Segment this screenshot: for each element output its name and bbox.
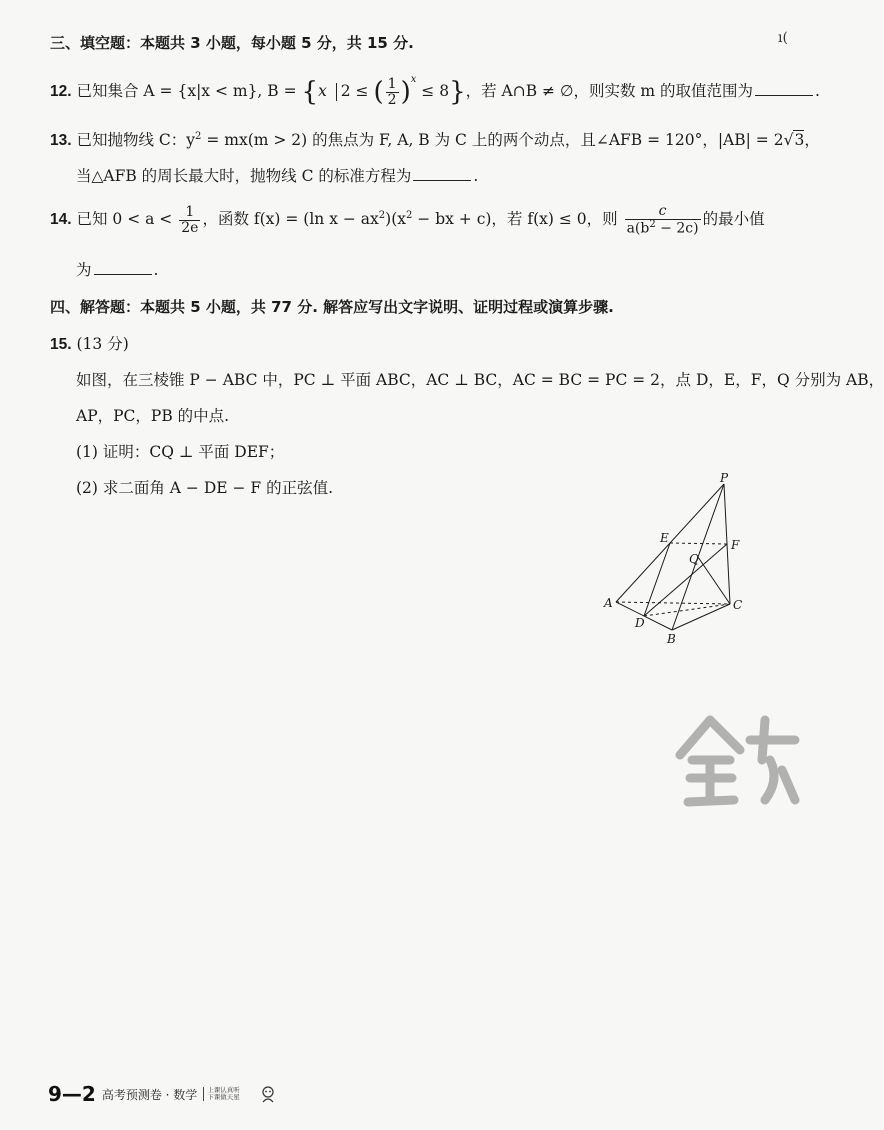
fraction-one-over-2e xyxy=(179,205,200,235)
edge-ef-hidden xyxy=(670,543,727,544)
label-q: Q xyxy=(689,552,699,566)
question-14-line-1 xyxy=(50,204,765,236)
q14-sup-1: 2 xyxy=(378,209,386,221)
q13-line2-end: . xyxy=(473,167,479,185)
q12-set-lead: x xyxy=(318,82,327,100)
question-number: 13. xyxy=(50,132,72,149)
q15-part-1: (1) 证明：CQ ⊥ 平面 DEF； xyxy=(76,443,285,461)
question-13-line-1 xyxy=(50,128,820,150)
q13-line1-b: = mx(m > 2) 的焦点为 F, A, B 为 C 上的两个动点，且∠AFB = 120°，|AB| = 2 xyxy=(201,131,784,149)
frac-den xyxy=(625,219,701,236)
q12-exponent: x xyxy=(410,74,417,85)
edge-bc xyxy=(672,604,730,630)
section-3-heading: 三、填空题：本题共 3 小题，每小题 5 分，共 15 分. xyxy=(50,34,414,52)
corner-mark: ı( xyxy=(778,30,788,46)
page-footer xyxy=(48,1082,277,1106)
page-number: 9—2 xyxy=(48,1082,96,1106)
frac-num: 1 xyxy=(185,203,195,220)
sqrt-sign: √ xyxy=(783,131,794,149)
q13-sup: 2 xyxy=(195,130,202,142)
q12-set-bar: 2 ≤ xyxy=(340,82,369,100)
frac-den: 2e xyxy=(181,219,199,236)
q12-end: . xyxy=(815,82,820,100)
set-bar xyxy=(336,83,337,101)
label-c: C xyxy=(733,598,743,612)
q14-line2: 为 xyxy=(76,261,92,279)
q15-score: (13 分) xyxy=(76,335,129,353)
slogan-line-1: 上课认真听 xyxy=(207,1086,240,1094)
q15-part-2: (2) 求二面角 A − DE − F 的正弦值. xyxy=(76,479,334,497)
q13-line1-end: ， xyxy=(804,131,820,149)
q14-line2-end: . xyxy=(153,261,159,279)
slogan-line-2: 下课做天星 xyxy=(207,1093,240,1101)
q14-text-b: ，函数 f(x) = (ln x − ax xyxy=(202,210,379,229)
den-sup: 2 xyxy=(649,218,656,230)
answer-blank[interactable] xyxy=(755,93,813,96)
question-12 xyxy=(50,74,820,107)
footer-slogan xyxy=(203,1087,253,1101)
q15-body-2: AP，PC，PB 的中点. xyxy=(76,407,230,425)
question-15-header xyxy=(50,332,129,354)
pyramid-diagram xyxy=(596,470,756,650)
answer-blank[interactable] xyxy=(94,272,152,275)
q14-text-a: 已知 0 < a < xyxy=(76,210,173,229)
answer-blank[interactable] xyxy=(413,178,471,181)
question-number: 12. xyxy=(50,83,72,100)
fraction-c-over-expr xyxy=(625,204,701,236)
label-f: F xyxy=(731,538,740,552)
q14-text-e: 的最小值 xyxy=(702,210,765,229)
q12-text-b: ，若 A∩B ≠ ∅，则实数 m 的取值范围为 xyxy=(465,82,754,100)
mascot-icon xyxy=(259,1085,277,1103)
den-b: − 2c) xyxy=(655,220,699,237)
frac-den: 2 xyxy=(387,91,397,108)
brush-seal-watermark xyxy=(670,700,800,820)
q15-body-1: 如图，在三棱锥 P − ABC 中，PC ⊥ 平面 ABC，AC ⊥ BC，AC = BC = PC = 2，点 D，E，F，Q 分别为 AB， xyxy=(76,371,884,389)
brace-right: } xyxy=(449,77,466,107)
question-number: 15. xyxy=(50,336,72,353)
q14-text-c: )(x xyxy=(385,210,406,229)
q13-sqrt-value: 3 xyxy=(794,131,805,149)
frac-num: 1 xyxy=(387,75,397,92)
fraction-one-half xyxy=(386,77,399,107)
brace-left: { xyxy=(301,77,319,107)
paren-left: ( xyxy=(373,77,384,107)
label-a: A xyxy=(604,596,613,610)
question-number: 14. xyxy=(50,211,72,229)
label-p: P xyxy=(720,471,729,485)
section-4-heading: 四、解答题：本题共 5 小题，共 77 分. 解答应写出文字说明、证明过程或演算步骤. xyxy=(50,298,614,316)
q14-text-d: − bx + c)，若 f(x) ≤ 0，则 xyxy=(412,210,618,229)
q13-line2: 当△AFB 的周长最大时，抛物线 C 的标准方程为 xyxy=(76,167,412,185)
q12-text-a: 已知集合 A = {x|x < m}, B = xyxy=(76,82,297,100)
q14-sup-2: 2 xyxy=(405,209,413,221)
question-13-line-2 xyxy=(76,164,478,186)
footer-title: 高考预测卷 · 数学 xyxy=(101,1087,198,1102)
den-a: a(b xyxy=(626,220,650,237)
label-d: D xyxy=(635,616,645,630)
question-14-line-2 xyxy=(76,258,158,280)
paren-right: ) xyxy=(400,77,411,107)
edge-qc xyxy=(698,557,730,604)
q13-line1-a: 已知抛物线 C：y xyxy=(76,131,196,149)
frac-num: c xyxy=(658,203,667,219)
label-e: E xyxy=(660,531,669,545)
q12-set-tail: ≤ 8 xyxy=(421,82,450,100)
label-b: B xyxy=(667,632,676,646)
edge-ac-hidden xyxy=(616,602,730,604)
